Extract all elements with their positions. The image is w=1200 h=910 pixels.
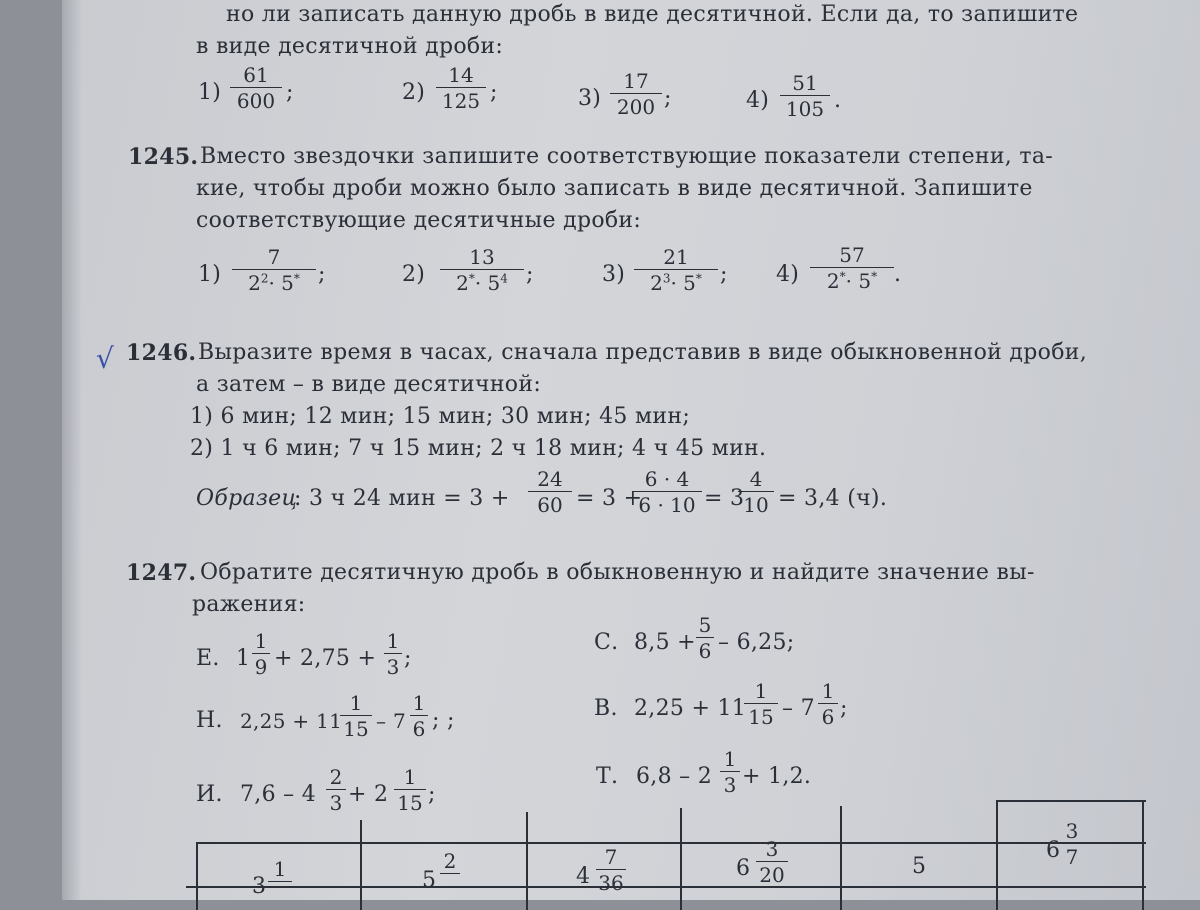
whole-part: 6 xyxy=(736,856,750,881)
base-5: · 5 xyxy=(670,271,696,295)
table-cell xyxy=(576,864,590,889)
p1246-line4: 2) 1 ч 6 мин; 7 ч 15 мин; 2 ч 18 мин; 4 ч 45 мин. xyxy=(190,436,767,461)
fraction xyxy=(696,614,714,662)
denominator: 6 xyxy=(412,717,426,741)
denominator: 15 xyxy=(397,791,423,815)
denominator: 7 xyxy=(1065,845,1079,869)
expression-label: Т. xyxy=(596,764,619,789)
item-label: 3) xyxy=(602,262,626,287)
fraction xyxy=(1062,820,1082,868)
expression-part: – 6,25; xyxy=(718,630,795,655)
table-border xyxy=(360,820,362,910)
denominator: 36 xyxy=(598,871,624,895)
denominator: 3 xyxy=(329,791,343,815)
item-label: 1) xyxy=(198,262,222,287)
table-border xyxy=(186,886,1146,888)
fraction xyxy=(634,246,718,294)
denominator: 600 xyxy=(236,89,276,113)
exponent: * xyxy=(871,269,878,284)
denominator: 6 · 10 xyxy=(638,493,696,517)
exponent: * xyxy=(468,271,475,286)
sample-label: Образец xyxy=(196,486,298,511)
item-label: 2) xyxy=(402,80,426,105)
sample-text-d: = 3,4 (ч). xyxy=(778,486,888,511)
separator: . xyxy=(894,262,902,287)
fraction xyxy=(756,838,788,886)
separator: ; xyxy=(526,262,534,287)
table-border xyxy=(526,812,528,910)
exponent: 3 xyxy=(662,271,671,286)
numerator: 2 xyxy=(326,766,346,790)
p1244-line1: но ли записать данную дробь в виде десятичной. Если да, то запишите xyxy=(226,2,1079,27)
fraction xyxy=(780,72,830,120)
fraction xyxy=(410,692,428,740)
expression-part: 6,8 – 2 xyxy=(636,764,713,789)
numerator: 7 xyxy=(596,846,626,870)
page-fold-shadow xyxy=(62,0,82,900)
expression-part: + 2 xyxy=(348,782,389,807)
fraction xyxy=(436,64,486,112)
separator: ; xyxy=(720,262,728,287)
exponent: 4 xyxy=(500,271,508,286)
fraction xyxy=(738,468,774,516)
denominator: 125 xyxy=(441,89,481,113)
numerator: 7 xyxy=(232,246,316,270)
separator: ; xyxy=(490,80,498,105)
sample-text-a: : 3 ч 24 мин = 3 + xyxy=(294,486,510,511)
denominator: 105 xyxy=(785,97,825,121)
numerator: 1 xyxy=(410,692,428,716)
denominator xyxy=(232,270,316,294)
fraction xyxy=(232,246,316,294)
numerator: 4 xyxy=(738,468,774,492)
denominator: 200 xyxy=(616,95,656,119)
p1244-line2: в виде десятичной дроби: xyxy=(196,34,504,59)
numerator: 14 xyxy=(436,64,486,88)
table-border xyxy=(996,802,998,910)
fraction xyxy=(384,630,402,678)
exponent: * xyxy=(695,271,702,286)
fraction xyxy=(610,70,662,118)
p1247-line1: Обратите десятичную дробь в обыкновенную и найдите значение вы- xyxy=(200,560,1035,585)
numerator: 57 xyxy=(810,244,894,268)
table-cell xyxy=(1046,838,1060,863)
expression-part: + 2,75 + xyxy=(274,646,377,671)
expression-part: ; xyxy=(404,646,412,671)
problem-number-1246: 1246. xyxy=(126,340,197,366)
p1245-line3: соответствующие десятичные дроби: xyxy=(196,208,642,233)
fraction xyxy=(440,246,524,294)
base-2: 2 xyxy=(456,271,469,295)
numerator: 51 xyxy=(780,72,830,96)
table-border xyxy=(840,806,842,910)
denominator: 20 xyxy=(759,863,785,887)
expression-label: И. xyxy=(196,782,223,807)
table-border xyxy=(680,808,682,910)
numerator: 21 xyxy=(634,246,718,270)
numerator: 1 xyxy=(340,692,372,716)
separator: ; xyxy=(664,86,672,111)
numerator: 1 xyxy=(268,858,292,882)
expression-part: – 7 xyxy=(376,709,406,733)
fraction xyxy=(528,468,572,516)
p1245-line1: Вместо звездочки запишите соответствующие показатели степени, та- xyxy=(200,144,1054,169)
exponent: * xyxy=(839,269,846,284)
numerator: 1 xyxy=(720,748,740,772)
numerator: 1 xyxy=(744,680,778,704)
p1245-line2: кие, чтобы дроби можно было записать в виде десятичной. Запишите xyxy=(196,176,1033,201)
denominator: 15 xyxy=(343,717,369,741)
denominator xyxy=(634,270,718,294)
whole-part: 3 xyxy=(252,874,266,899)
denominator xyxy=(440,270,524,294)
item-label: 3) xyxy=(578,86,602,111)
fraction xyxy=(252,630,270,678)
table-cell xyxy=(736,856,750,881)
item-label: 2) xyxy=(402,262,426,287)
table-border xyxy=(996,800,1146,802)
whole-part: 6 xyxy=(1046,838,1060,863)
denominator: 3 xyxy=(386,655,400,679)
p1246-line1: Выразите время в часах, сначала представив в виде обыкновенной дроби, xyxy=(198,340,1088,365)
denominator: 3 xyxy=(723,773,737,797)
p1246-line3: 1) 6 мин; 12 мин; 15 мин; 30 мин; 45 мин; xyxy=(190,404,691,429)
fraction xyxy=(632,468,702,516)
denominator xyxy=(440,874,460,876)
numerator: 61 xyxy=(230,64,282,88)
base-5: · 5 xyxy=(845,269,872,293)
problem-number-1247: 1247. xyxy=(126,560,197,586)
expression-part: ; xyxy=(428,782,436,807)
numerator: 1 xyxy=(384,630,402,654)
expression-label: Е. xyxy=(196,646,220,671)
fraction xyxy=(440,850,460,876)
table-cell xyxy=(252,874,266,899)
fraction xyxy=(744,680,778,728)
numerator: 3 xyxy=(1062,820,1082,844)
denominator: 9 xyxy=(254,655,268,679)
exponent: * xyxy=(293,271,300,286)
answer-table xyxy=(196,800,1146,910)
problem-number-1245: 1245. xyxy=(128,144,199,170)
table-cell xyxy=(912,854,926,879)
item-label: 4) xyxy=(776,262,800,287)
separator: ; xyxy=(286,80,294,105)
expression-part: 8,5 + xyxy=(634,630,696,655)
sample-text-b: = 3 + xyxy=(576,486,643,511)
expression-label: С. xyxy=(594,630,619,655)
fraction xyxy=(818,680,838,728)
base-2: 2 xyxy=(826,269,840,293)
separator: ; xyxy=(318,262,326,287)
base-2: 2 xyxy=(650,271,663,295)
table-cell xyxy=(422,868,436,893)
expression-label: Н. xyxy=(196,708,223,733)
expression-part: ; xyxy=(840,696,848,721)
expression-part: 2,25 + 11 xyxy=(634,696,747,721)
sample-text-c: = 3 xyxy=(704,486,745,511)
denominator: 10 xyxy=(743,493,769,517)
p1246-line2: а затем – в виде десятичной: xyxy=(196,372,542,397)
denominator: 15 xyxy=(748,705,774,729)
numerator: 24 xyxy=(528,468,572,492)
numerator: 17 xyxy=(610,70,662,94)
fraction xyxy=(720,748,740,796)
numerator: 3 xyxy=(756,838,788,862)
p1247-line2: ражения: xyxy=(192,592,306,617)
numerator: 1 xyxy=(394,766,426,790)
whole-part: 5 xyxy=(912,854,926,879)
denominator: 60 xyxy=(537,493,563,517)
table-border xyxy=(1142,800,1144,910)
fraction xyxy=(230,64,282,112)
expression-part: 1 xyxy=(236,646,251,671)
fraction xyxy=(340,692,372,740)
base-5: · 5 xyxy=(474,271,501,295)
numerator: 1 xyxy=(818,680,838,704)
expression-part: ; ; xyxy=(432,708,455,733)
separator: . xyxy=(834,88,842,113)
expression-part: 7,6 – 4 xyxy=(240,782,317,807)
exponent: 2 xyxy=(260,271,269,286)
item-label: 4) xyxy=(746,88,770,113)
item-label: 1) xyxy=(198,80,222,105)
denominator: 6 xyxy=(698,639,712,663)
numerator: 2 xyxy=(440,850,460,874)
fraction xyxy=(596,846,626,894)
table-border xyxy=(196,842,1146,844)
expression-part: 2,25 + 11 xyxy=(240,709,343,733)
checkmark-icon: √ xyxy=(96,342,114,375)
whole-part: 4 xyxy=(576,864,590,889)
whole-part: 5 xyxy=(422,868,436,893)
denominator xyxy=(268,882,292,884)
numerator: 6 · 4 xyxy=(632,468,702,492)
expression-label: В. xyxy=(594,696,618,721)
expression-part: – 7 xyxy=(782,696,815,721)
numerator: 5 xyxy=(696,614,714,638)
numerator: 1 xyxy=(252,630,270,654)
fraction xyxy=(268,858,292,884)
denominator: 6 xyxy=(821,705,835,729)
fraction xyxy=(810,244,894,292)
base-5: · 5 xyxy=(268,271,294,295)
base-2: 2 xyxy=(248,271,261,295)
expression-part: + 1,2. xyxy=(742,764,812,789)
numerator: 13 xyxy=(440,246,524,270)
denominator xyxy=(810,268,894,292)
